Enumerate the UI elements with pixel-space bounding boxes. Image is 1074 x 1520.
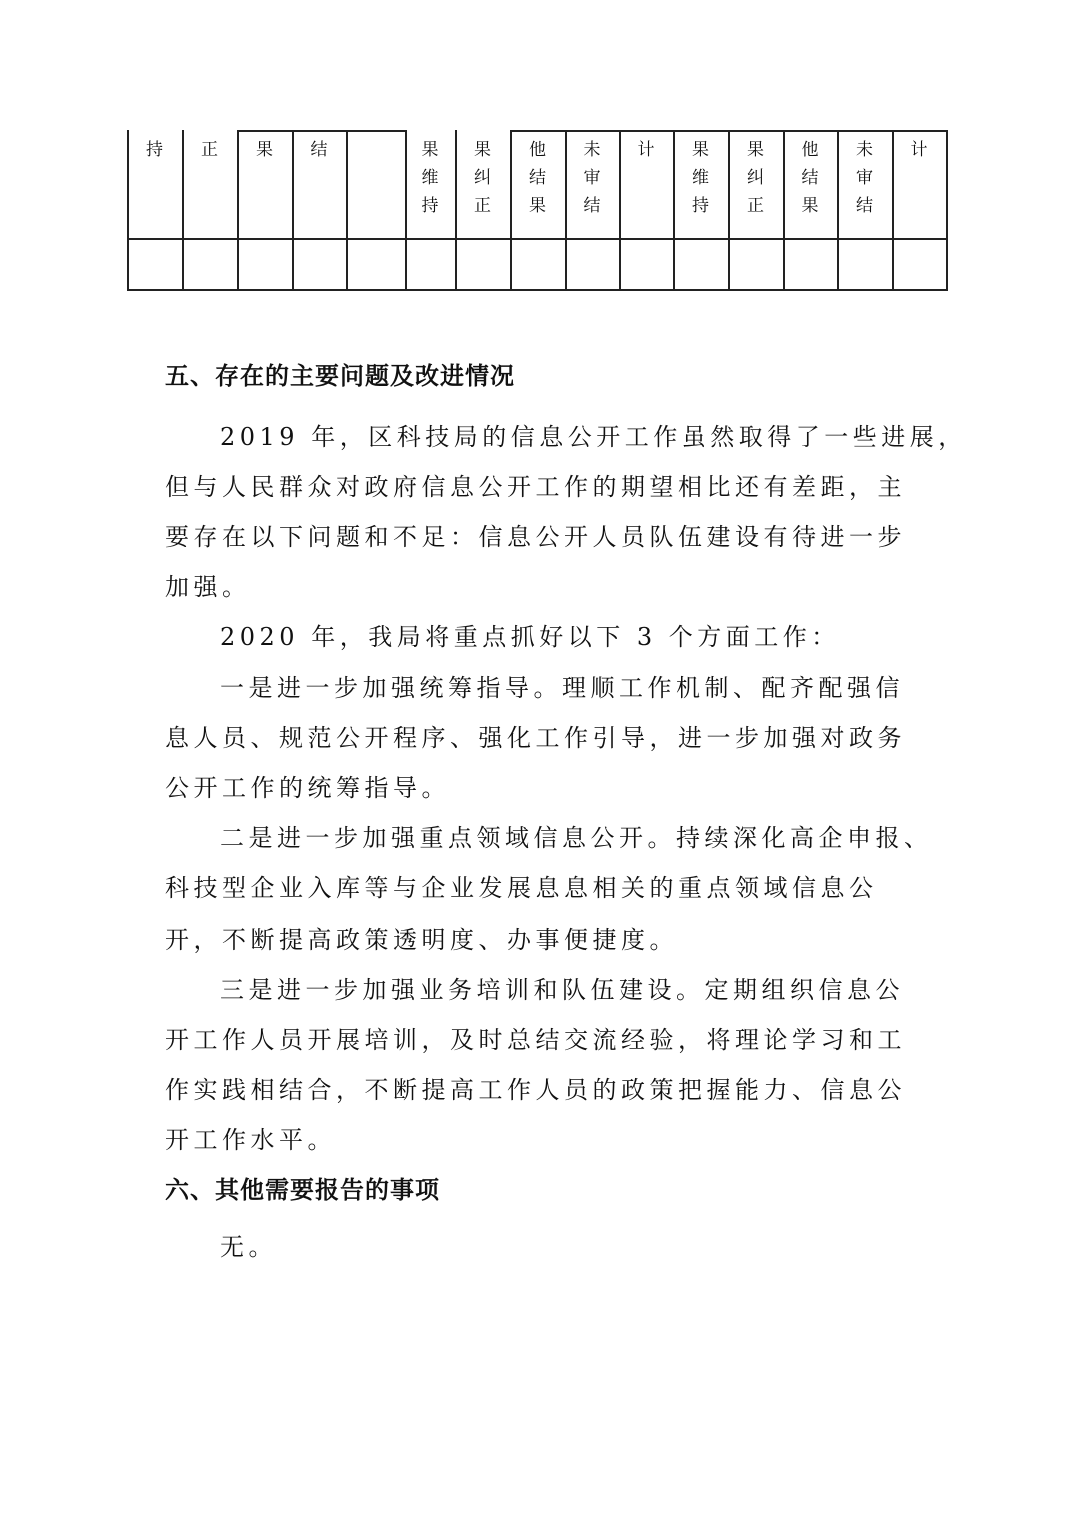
- header-char: 正: [201, 140, 218, 160]
- header-char: 未: [856, 140, 873, 160]
- paragraph-line: 二是进一步加强重点领域信息公开。持续深化高企申报、: [220, 824, 933, 852]
- header-char: 计: [637, 140, 655, 160]
- table-border: [127, 238, 948, 240]
- header-char: 他: [529, 140, 546, 160]
- header-char: 果: [256, 140, 273, 160]
- table-header-cell: [892, 132, 946, 164]
- paragraph-line: 息人员、规范公开程序、强化工作引导，进一步加强对政务: [165, 724, 906, 752]
- header-char: 正: [747, 196, 764, 216]
- table-header-cell: [673, 132, 728, 220]
- table-header-cell: [346, 132, 405, 136]
- paragraph-line: 2019 年，区科技局的信息公开工作虽然取得了一些进展，: [220, 423, 967, 451]
- paragraph-line: 无。: [220, 1233, 277, 1261]
- table-header-cell: [292, 132, 346, 164]
- header-char: 未: [583, 140, 601, 160]
- header-char: 果: [529, 196, 546, 216]
- table-header-cell: [127, 132, 182, 164]
- header-char: 结: [583, 196, 601, 216]
- header-char: 维: [692, 168, 709, 188]
- paragraph-line: 作实践相结合，不断提高工作人员的政策把握能力、信息公: [165, 1076, 906, 1104]
- table-header-cell: [405, 132, 455, 220]
- table-header-cell: [728, 132, 783, 220]
- paragraph-line: 加强。: [165, 573, 251, 601]
- header-char: 他: [801, 140, 819, 160]
- table-border: [346, 130, 348, 291]
- section-heading: 五、存在的主要问题及改进情况: [165, 362, 515, 390]
- table-header-cell: [182, 132, 237, 164]
- table-border: [127, 289, 948, 291]
- paragraph-line: 一是进一步加强统筹指导。理顺工作机制、配齐配强信: [220, 674, 904, 702]
- header-char: 果: [801, 196, 819, 216]
- table-header-cell: [565, 132, 619, 220]
- header-char: 计: [910, 140, 928, 160]
- section-heading: 六、其他需要报告的事项: [165, 1176, 440, 1204]
- paragraph-line: 开，不断提高政策透明度、办事便捷度。: [165, 926, 678, 954]
- header-char: 持: [421, 196, 439, 216]
- paragraph-line: 2020 年，我局将重点抓好以下 3 个方面工作：: [220, 623, 840, 651]
- paragraph-line: 开工作人员开展培训，及时总结交流经验，将理论学习和工: [165, 1026, 906, 1054]
- table-header-cell: [619, 132, 673, 164]
- paragraph-line: 三是进一步加强业务培训和队伍建设。定期组织信息公: [220, 976, 904, 1004]
- paragraph-line: 但与人民群众对政府信息公开工作的期望相比还有差距，主: [165, 473, 906, 501]
- header-char: 正: [474, 196, 491, 216]
- table-header-cell: [837, 132, 892, 220]
- header-char: 果: [474, 140, 491, 160]
- paragraph-line: 科技型企业入库等与企业发展息息相关的重点领域信息公: [165, 874, 878, 902]
- header-char: 持: [692, 196, 709, 216]
- table-header-cell: [237, 132, 292, 164]
- header-char: 纠: [747, 168, 764, 188]
- paragraph-line: 要存在以下问题和不足：信息公开人员队伍建设有待进一步: [165, 523, 906, 551]
- header-char: 审: [583, 168, 601, 188]
- header-char: 结: [856, 196, 873, 216]
- header-char: 果: [692, 140, 709, 160]
- paragraph-line: 公开工作的统筹指导。: [165, 774, 450, 802]
- paragraph-line: 开工作水平。: [165, 1126, 336, 1154]
- header-char: 纠: [474, 168, 491, 188]
- header-char: 果: [421, 140, 439, 160]
- header-char: 持: [146, 140, 163, 160]
- table-border: [946, 130, 948, 291]
- header-char: 维: [421, 168, 439, 188]
- header-char: 结: [529, 168, 546, 188]
- header-char: 审: [856, 168, 873, 188]
- table-header-cell: [783, 132, 837, 220]
- header-char: 果: [747, 140, 764, 160]
- header-char: 结: [801, 168, 819, 188]
- table-header-cell: [510, 132, 565, 220]
- table-header-cell: [455, 132, 510, 220]
- header-char: 结: [310, 140, 328, 160]
